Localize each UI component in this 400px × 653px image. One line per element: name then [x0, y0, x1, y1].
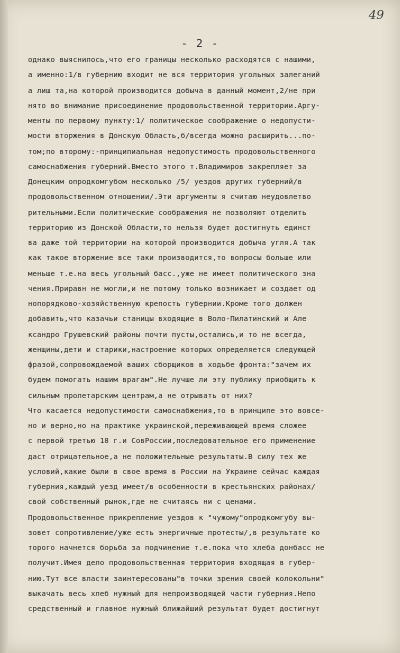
- text-line: Что касается недопустимости самоснабжения,то в принципе это вовсе-: [28, 405, 325, 415]
- text-line: средственный и главное нужный ближайший результат будет достигнут: [28, 604, 321, 613]
- text-line: губерния,каждый уезд имеет/в особенности в крестьянских районах/: [28, 482, 316, 491]
- text-line: а лиш та,на которой производится добыча в данный момент,2/не при: [28, 85, 316, 95]
- text-line: фразой,сопровождаемой ваших сборщиков в ходьбе фронта:"зачем их: [28, 360, 312, 369]
- text-line: менты по первому пункту:1/ политическое соображение о недопусти-: [28, 116, 316, 125]
- text-line: нято во внимание присоединение продовольственной территории.Аргу-: [28, 100, 321, 110]
- text-line: рительными.Если политические соображения не позволяют отделить: [28, 207, 307, 217]
- text-line: мости вторжения в Донскую Область,б/всегда можно расширить...по-: [28, 131, 316, 141]
- text-line: как такое вторжение все таки производится,то вопросы больше или: [28, 253, 312, 263]
- text-line: выкачать весь хлеб нужный для непроизводящей части губерния.Непо: [28, 588, 316, 598]
- text-line: женщины,дети и старики,настроение которых определяется следующей: [28, 344, 316, 354]
- text-line: самоснабжения губерний.Вместо этого т.Владимиров закрепляет за: [28, 161, 307, 171]
- text-line: однако выяснилось,что его границы несколько расходятся с нашими,: [28, 55, 316, 64]
- text-line: сильным пролетарским центрам,а не отрывать от них?: [28, 390, 253, 400]
- text-line: ксандро Грушевский районы почти пусты,остались,и то не всегда,: [28, 329, 307, 339]
- text-line: будем помогать нашим врагам".Не лучше ли эту публику приобщить к: [28, 375, 316, 385]
- page-binding-edge: [0, 0, 8, 653]
- archive-folio-number: 49: [368, 8, 384, 22]
- text-line: нию.Тут все власти заинтересованы"в точки зрения своей колокольни": [28, 573, 325, 583]
- text-line: чения.Приравн не могли,и не потому только возникает и создает од: [28, 283, 316, 293]
- text-line: получит.Имея дело продовольственная территория входящая в губер-: [28, 558, 316, 568]
- text-line: даст отрицательное,а не положительные результаты.В силу тех же: [28, 451, 307, 461]
- text-line: территорию из Донской Области,то нельзя будет достигнуть единст: [28, 222, 312, 232]
- text-line: ва даже той территории на которой производится добыча угля.А так: [28, 238, 316, 247]
- text-line: продовольственном отношении/.Эти аргументы я считаю неудовлетво: [28, 192, 312, 202]
- text-line: условий,какие были в свое время в России на Украине сейчас каждая: [28, 466, 321, 476]
- text-line: зовет сопротивление/уже есть энергичные протесты/,в результате ко: [28, 527, 321, 537]
- text-line: добавить,что казачьи станицы входящие в Воло-Пилатинский и Але: [28, 314, 307, 324]
- text-line: а именно:1/в губернию входит не вся территория угольных залеганий: [28, 70, 321, 80]
- text-line: но и верно,но на практике украинской,переживающей время сложее: [28, 421, 307, 430]
- text-line: с первой третью 18 г.и СовРоссии,последовательное его применение: [28, 436, 316, 446]
- text-line: Продовольственное прикрепление уездов к "чужому"опродкомгубу вы-: [28, 512, 316, 522]
- text-line: свой собственный рынок,где не считаясь ни с ценами.: [28, 497, 258, 507]
- text-line: торого начнется борьба за подчинение т.е.пока что хлеба донбасс не: [28, 543, 325, 552]
- text-line: том;по второму:-принципиальная недопустимость продовольственного: [28, 146, 316, 156]
- text-line: нопорядково-хозяйственную крепость губернии.Кроме того должен: [28, 299, 303, 308]
- page-number: - 2 -: [180, 37, 220, 50]
- text-line: меньше т.е.на весь угольный басс.,уже не имеет политического зна: [28, 268, 316, 278]
- typed-text-body: [28, 52, 378, 616]
- text-line: Донецким опродкомгубом несколько /5/ уездов других губерний/в: [28, 177, 303, 186]
